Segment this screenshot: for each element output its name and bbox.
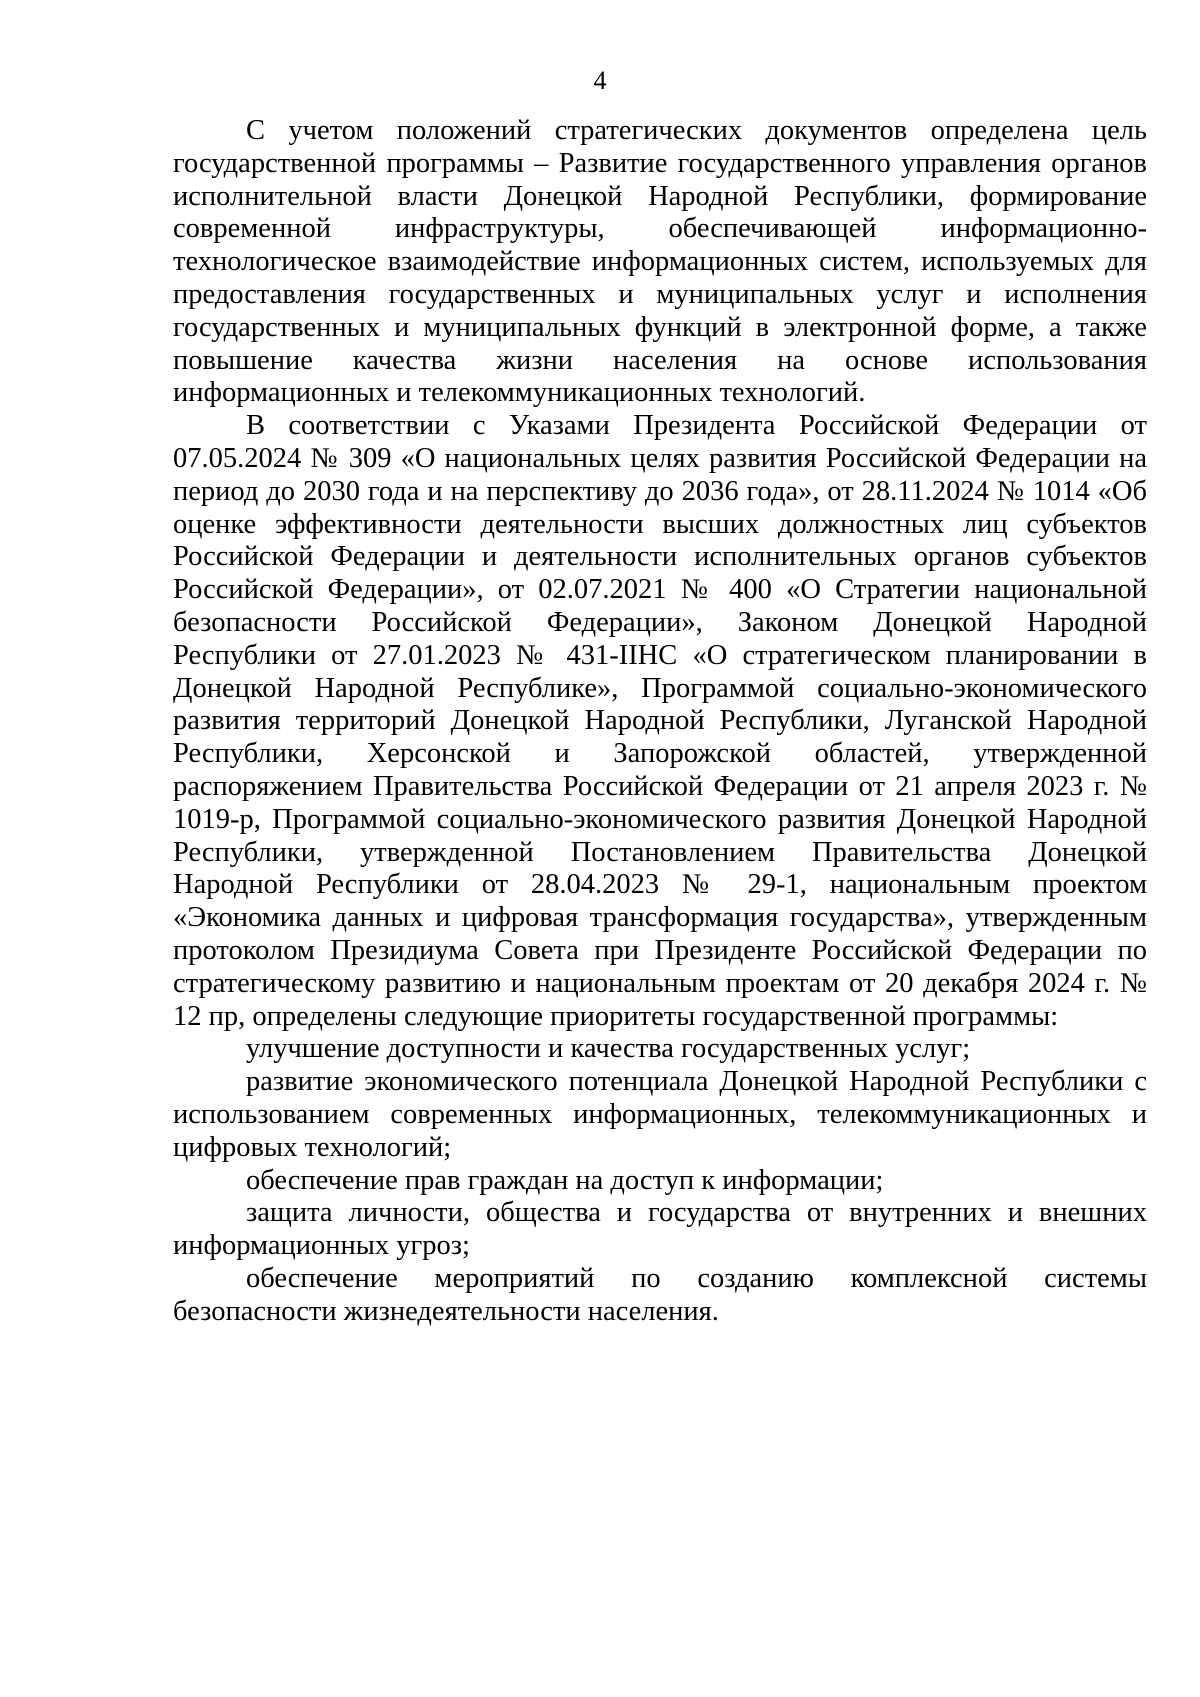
priority-item-safety: обеспечение мероприятий по созданию комплексной системы безопасности жизнедеятельности населения.: [173, 1262, 1147, 1327]
priority-item-economy: развитие экономического потенциала Донецкой Народной Республики с использованием современных информационных, телекоммуникационных и цифровых технологий;: [173, 1066, 1147, 1163]
priority-item-protection: защита личности, общества и государства от внутренних и внешних информационных угроз;: [173, 1197, 1147, 1262]
priority-item-services: улучшение доступности и качества государственных услуг;: [246, 1033, 971, 1065]
paragraph-legal-basis: В соответствии с Указами Президента Российской Федерации от 07.05.2024 № 309 «О национальных целях развития Российской Федерации на период до 2030 года и на перспективу до 2036 года», от 28.11.2024 № 1014 «Об оценке эффективности деятельности высших должностных лиц субъектов Российской Федерации и деятельности исполнительных органов субъектов Российской Федерации», от 02.07.2021 № 400 «О Стратегии национальной безопасности Российской Федерации», Законом Донецкой Народной Республики от 27.01.2023 № 431-IIНС «О стратегическом планировании в Донецкой Народной Республике», Программой социально-экономического развития территорий Донецкой Народной Республики, Луганской Народной Республики, Херсонской и Запорожской областей, утвержденной распоряжением Правительства Российской Федерации от 21 апреля 2023 г. № 1019-р, Программой социально-экономического развития Донецкой Народной Республики, утвержденной Постановлением Правительства Донецкой Народной Республики от 28.04.2023 № 29-1, национальным проектом «Экономика данных и цифровая трансформация государства», утвержденным протоколом Президиума Совета при Президенте Российской Федерации по стратегическому развитию и национальным проектам от 20 декабря 2024 г. № 12 пр, определены следующие приоритеты государственной программы:: [173, 410, 1147, 1032]
paragraph-goal: С учетом положений стратегических документов определена цель государственной программы – Развитие государственного управления органов исполнительной власти Донецкой Народной Республики, формирование современной инфраструктуры, обеспечивающей информационно-технологическое взаимодействие информационных систем, используемых для предоставления государственных и муниципальных услуг и исполнения государственных и муниципальных функций в электронной форме, а также повышение качества жизни населения на основе использования информационных и телекоммуникационных технологий.: [173, 115, 1147, 409]
priority-item-information-access: обеспечение прав граждан на доступ к информации;: [246, 1164, 884, 1196]
page-number: 4: [593, 66, 607, 95]
document-body: [173, 115, 1147, 1328]
